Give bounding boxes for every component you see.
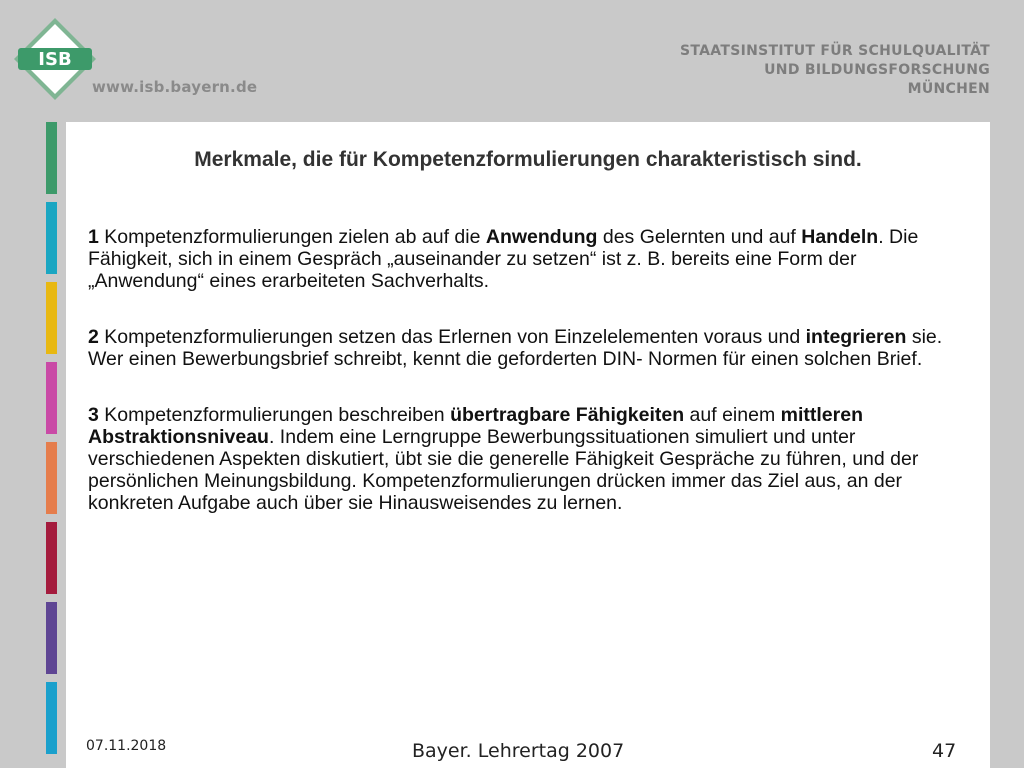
color-stripe xyxy=(46,122,57,194)
color-stripe xyxy=(46,442,57,514)
slide-content xyxy=(66,122,990,768)
paragraph xyxy=(88,404,958,514)
color-stripe xyxy=(46,202,57,274)
text-run: . Indem eine Lerngruppe Bewerbungssituationen simuliert und unter verschiedenen Aspekten diskutiert, übt sie die generelle Fähigkeit Gespräche zu führen, und der persönlichen Meinungsbildung. Kompetenzformulierungen drücken immer das Ziel aus, an der konkreten Aufgabe auch über sie Hinausweisendes zu lernen. xyxy=(88,426,919,514)
paragraph xyxy=(88,326,958,370)
paragraph xyxy=(88,226,958,292)
bold-text: 2 xyxy=(88,326,99,348)
bold-text: mittleren Abstraktionsniveau xyxy=(88,404,863,448)
text-run: Kompetenzformulierungen zielen ab auf die xyxy=(98,226,486,248)
isb-logo xyxy=(10,14,100,104)
institute-line: UND BILDUNGSFORSCHUNG xyxy=(764,62,990,78)
text-run: Kompetenzformulierungen setzen das Erlernen von Einzelelementen voraus und xyxy=(98,326,806,348)
bold-text: 1 xyxy=(88,226,99,248)
text-run: . Die Fähigkeit, sich in einem Gespräch „auseinander zu setzen“ ist z. B. bereits eine Form der „Anwendung“ eines erarbeiteten Sachverhalts. xyxy=(88,226,919,292)
institute-name xyxy=(680,42,990,99)
footer-date: 07.11.2018 xyxy=(86,738,167,754)
institute-line: STAATSINSTITUT FÜR SCHULQUALITÄT xyxy=(680,43,990,59)
bold-text: 3 xyxy=(88,404,99,426)
color-stripe xyxy=(46,282,57,354)
institute-line: MÜNCHEN xyxy=(907,81,990,97)
logo-text: ISB xyxy=(38,49,72,70)
color-stripe xyxy=(46,602,57,674)
slide-title: Merkmale, die für Kompetenzformulierungen charakteristisch sind. xyxy=(194,148,862,171)
slide-body xyxy=(88,226,958,548)
text-run: sie. Wer einen Bewerbungsbrief schreibt, kennt die geforderten DIN- Normen für einen solchen Brief. xyxy=(88,326,943,370)
bold-text: Handeln xyxy=(801,226,879,248)
text-run: auf einem xyxy=(684,404,781,426)
bold-text: integrieren xyxy=(805,326,907,348)
website-url[interactable]: www.isb.bayern.de xyxy=(92,78,258,96)
bold-text: übertragbare Fähigkeiten xyxy=(450,404,685,426)
page-number: 47 xyxy=(932,740,957,762)
color-stripe xyxy=(46,362,57,434)
text-run: des Gelernten und auf xyxy=(597,226,802,248)
text-run: Kompetenzformulierungen beschreiben xyxy=(98,404,451,426)
color-stripe xyxy=(46,522,57,594)
footer-event: Bayer. Lehrertag 2007 xyxy=(412,740,625,762)
bold-text: Anwendung xyxy=(485,226,598,248)
color-stripe xyxy=(46,682,57,754)
